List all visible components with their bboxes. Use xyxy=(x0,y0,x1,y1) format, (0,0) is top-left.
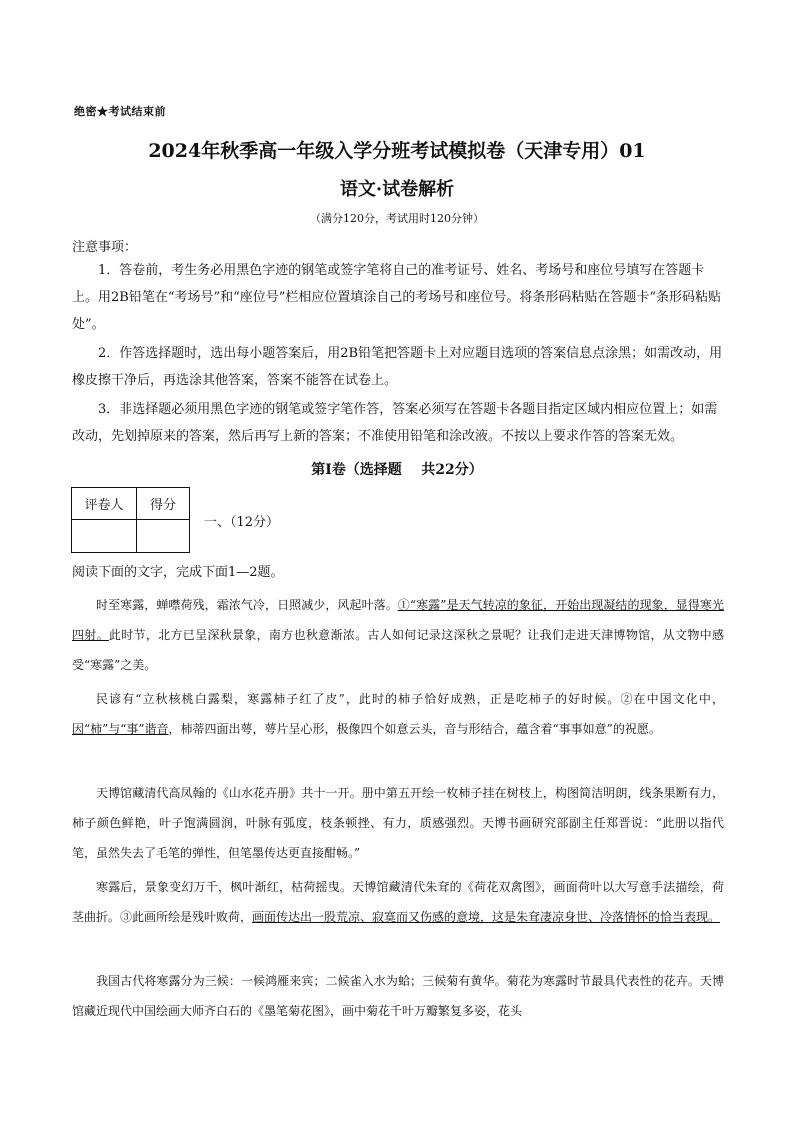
score-info: （满分120分，考试用时120分钟） xyxy=(310,212,484,225)
underlined-text: 画面传达出一股荒凉、寂寞而又伤感的意境，这是朱耷凄凉身世、冷落情怀的恰当表现。 xyxy=(252,910,721,924)
text-segment: ，柿蒂四面出萼，萼片呈心形，极像四个如意云头，音与形结合，蕴含着“事事如意”的祝愿。 xyxy=(168,722,661,736)
notes-title: 注意事项： xyxy=(72,240,138,255)
note-item-2: 2．作答选择题时，选出每小题答案后，用2B铅笔把答题卡上对应题目选项的答案信息点涂黑；如需改动，用橡皮擦干净后，再选涂其他答案，答案不能答在试卷上。 xyxy=(72,346,723,388)
note-item-3: 3．非选择题必须用黑色字迹的钢笔或签字笔作答，答案必须写在答题卡各题目指定区域内相应位置上；如需改动，先划掉原来的答案，然后再写上新的答案；不准使用铅笔和涂改液。不按以上要求作答的答案无效。 xyxy=(72,402,718,444)
grader-header: 评卷人 xyxy=(72,488,137,520)
part-heading: 一、（12分） xyxy=(204,515,280,530)
grader-table xyxy=(71,487,190,553)
note-item-1: 1．答卷前，考生务必用黑色字迹的钢笔或签字笔将自己的准考证号、姓名、考场号和座位号填写在答题卡上。用2B铅笔在“考场号”和“座位号”栏相应位置填涂自己的考场号和座位号。将条形码粘贴在答题卡“条形码粘贴处”。 xyxy=(72,263,722,332)
passage-paragraph-5: 我国古代将寒露分为三候：一候鸿雁来宾；二候雀入水为蛤；三候菊有黄华。菊花为寒露时节最具代表性的花卉。天博馆藏近现代中国绘画大师齐白石的《墨笔菊花图》，画中菊花千叶万瓣繁复多姿，花头 xyxy=(72,974,724,1018)
passage-paragraph-1 xyxy=(72,590,724,680)
text-segment: 此时节，北方已呈深秋景象，南方也秋意渐浓。古人如何记录这深秋之景呢？让我们走进天津博物馆，从文物中感受“寒露”之美。 xyxy=(72,628,724,672)
text-segment: 寒露后，景象变幻万千，枫叶渐红，枯荷摇曳。天博馆藏清代朱耷的《荷花双禽图》，画面荷叶以大写意手法描绘，荷茎曲折。③此画所绘是残叶败荷， xyxy=(72,880,724,924)
text-segment: 民谚有“立秋核桃白露梨，寒露柿子红了皮”，此时的柿子恰好成熟，正是吃柿子的好时候。②在中国文化中， xyxy=(96,692,724,706)
score-header: 得分 xyxy=(137,488,190,520)
passage-paragraph-2 xyxy=(72,684,724,744)
passage-paragraph-4 xyxy=(72,872,724,932)
underlined-text: 因“柿”与“事”谐音 xyxy=(72,722,169,736)
passage-paragraph-3: 天博馆藏清代高凤翰的《山水花卉册》共十一开。册中第五开绘一枚柿子挂在树枝上，构图简洁明朗，线条果断有力，柿子颜色鲜艳，叶子饱满圆润，叶脉有弧度，枝条顿挫、有力，质感强烈。天博书画研究部副主任郑晋说：“此册以指代笔，虽然失去了毛笔的弹性，但笔墨传达更直接酣畅。” xyxy=(72,786,724,860)
grader-cell xyxy=(72,520,137,553)
exam-title: 2024年秋季高一年级入学分班考试模拟卷（天津专用）01 xyxy=(148,140,646,162)
reading-instruction: 阅读下面的文字，完成下面1—2题。 xyxy=(72,565,284,580)
confidential-label: 绝密★考试结束前 xyxy=(74,105,166,118)
score-cell xyxy=(137,520,190,553)
exam-subtitle: 语文·试卷解析 xyxy=(339,179,455,200)
text-segment: 时至寒露，蝉噤荷残，霜浓气冷，日照减少，风起叶落。 xyxy=(96,598,398,612)
section-title: 第Ⅰ卷（选择题 共22分） xyxy=(311,462,483,478)
underlined-text: ①“寒露”是天气转凉的象征，开始出现凝结的现象，显得寒光四射。 xyxy=(72,598,724,642)
